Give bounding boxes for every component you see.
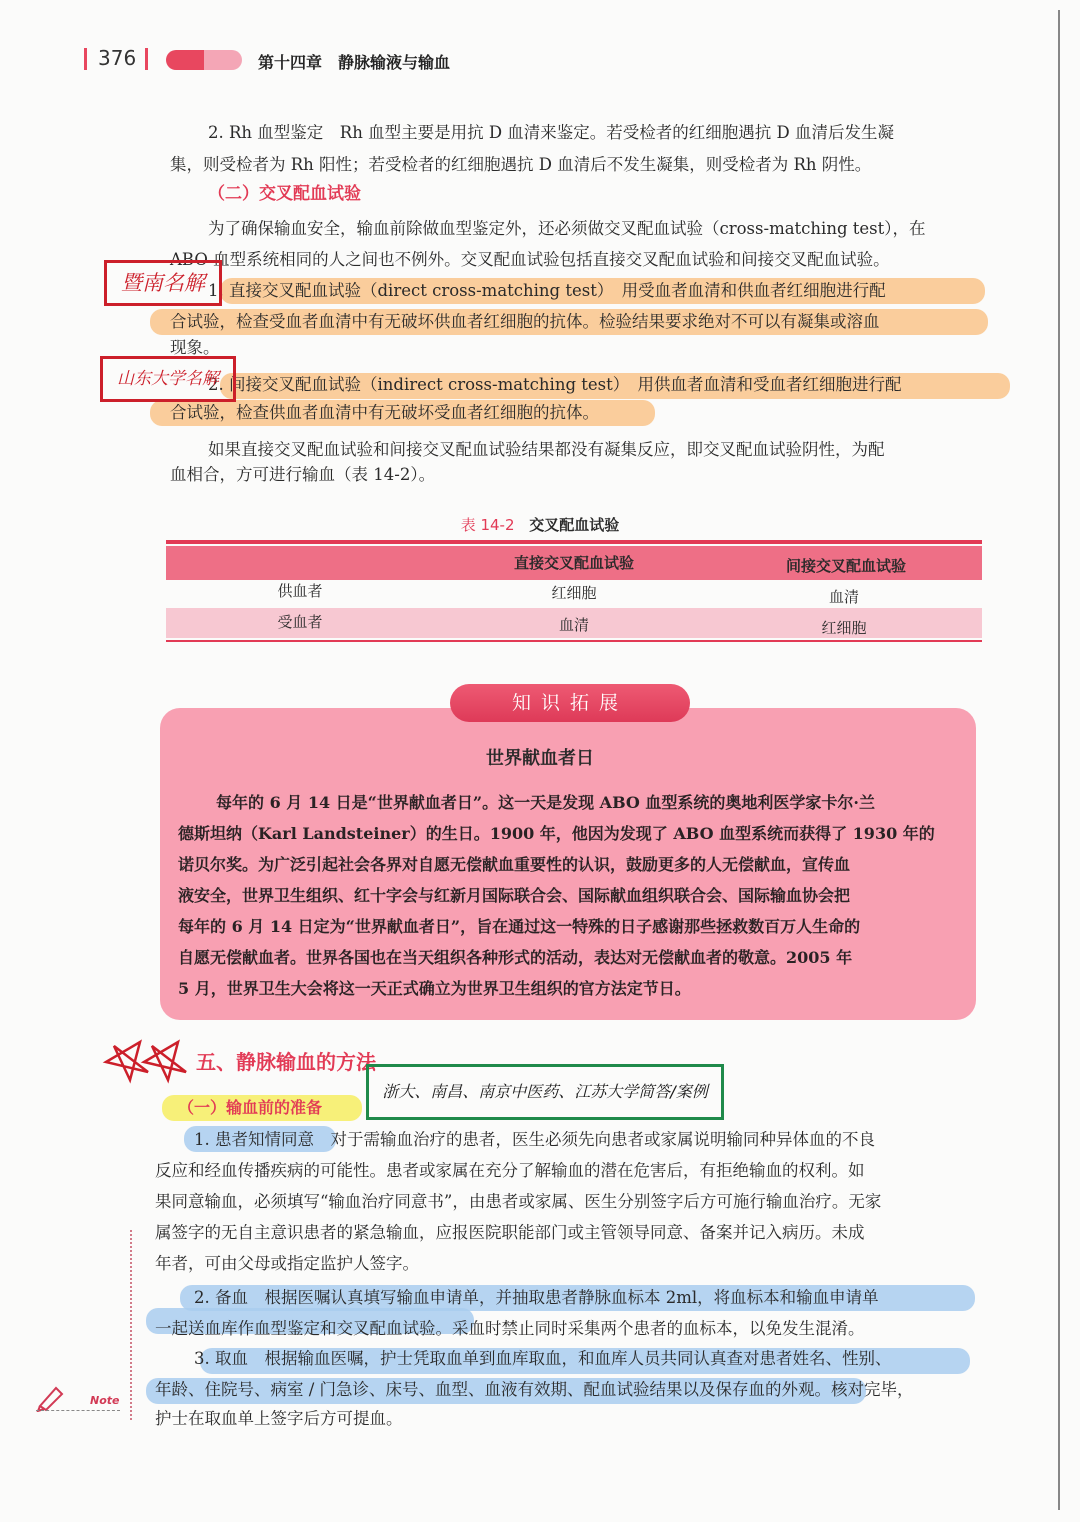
table-cell: 血清 <box>558 616 589 634</box>
note-underline <box>36 1410 120 1411</box>
knowledge-line: 每年的 6 月 14 日定为“世界献血者日”，旨在通过这一特殊的日子感谢那些拯救数百万人生命的 <box>178 917 861 936</box>
knowledge-label: 知识拓展 <box>450 684 690 722</box>
consent-line: 果同意输血，必须填写“输血治疗同意书”，由患者或家属、医生分别签字后方可施行输血治疗。无家 <box>155 1192 882 1211</box>
consent-line: 1. 患者知情同意 对于需输血治疗的患者，医生必须先向患者或家属说明输同种异体血的不良 <box>194 1130 875 1149</box>
fetch-line: 护士在取血单上签字后方可提血。 <box>155 1409 403 1428</box>
consent-line: 属签字的无自主意识患者的紧急输血，应报医院职能部门或主管领导同意、备案并记入病历。未成 <box>155 1223 865 1242</box>
cross-paragraph-line-2: ABO 血型系统相同的人之间也不例外。交叉配血试验包括直接交叉配血试验和间接交叉配血试验。 <box>170 250 890 269</box>
knowledge-line: 5 月，世界卫生大会将这一天正式确立为世界卫生组织的官方法定节日。 <box>178 979 691 998</box>
table-caption-number: 表 14-2 <box>460 516 515 534</box>
table-caption-title: 交叉配血试验 <box>529 516 620 534</box>
table-header-cell: 直接交叉配血试验 <box>513 554 634 572</box>
prepare-line: 一起送血库作血型鉴定和交叉配血试验。采血时禁止同时采集两个患者的血标本，以免发生混淆。 <box>155 1319 865 1338</box>
knowledge-line: 每年的 6 月 14 日是“世界献血者日”。这一天是发现 ABO 血型系统的奥地利医学家卡尔·兰 <box>216 793 875 812</box>
note-label: Note <box>90 1394 120 1407</box>
chapter-title: 第十四章 静脉输液与输血 <box>258 53 451 72</box>
note-margin-dotted-line <box>130 1230 132 1420</box>
page-edge-shadow <box>1058 10 1060 1510</box>
consent-line: 年者，可由父母或指定监护人签字。 <box>155 1254 419 1273</box>
direct-test-line-3: 现象。 <box>170 338 220 357</box>
indirect-test-line-1: 2. 间接交叉配血试验（indirect cross-matching test） 用供血者血清和受血者红细胞进行配 <box>208 375 902 394</box>
table-top-rule <box>166 540 982 544</box>
table-header-cell: 间接交叉配血试验 <box>785 557 906 575</box>
handwritten-star-mark-icon <box>100 1032 190 1088</box>
header-decoration <box>166 50 242 70</box>
handwritten-note-box-2: 山东大学名解 <box>100 356 236 402</box>
section-heading: 五、静脉输血的方法 <box>196 1050 376 1074</box>
page-number: 376 <box>98 46 137 70</box>
rh-paragraph-line-2: 集，则受检者为 Rh 阳性；若受检者的红细胞遇抗 D 血清后不发生凝集，则受检者为 Rh 阴性。 <box>170 155 872 174</box>
knowledge-line: 德斯坦纳（Karl Landsteiner）的生日。1900 年，他因为发现了 ABO 血型系统而获得了 1930 年的 <box>178 824 935 843</box>
prepare-line: 2. 备血 根据医嘱认真填写输血申请单，并抽取患者静脉血标本 2ml，将血标本和输血申请单 <box>194 1288 879 1307</box>
header-divider-right <box>145 48 148 70</box>
fetch-line: 年龄、住院号、病室 / 门急诊、床号、血型、血液有效期、配血试验结果以及保存血的外观。核对完毕， <box>155 1380 914 1399</box>
cross-paragraph-line-1: 为了确保输血安全，输血前除做血型鉴定外，还必须做交叉配血试验（cross-matching test），在 <box>208 219 926 238</box>
table-cell: 红细胞 <box>821 619 867 637</box>
cross-match-heading: （二）交叉配血试验 <box>208 184 361 204</box>
table-bottom-rule <box>166 640 982 642</box>
conclusion-line-1: 如果直接交叉配血试验和间接交叉配血试验结果都没有凝集反应，即交叉配血试验阴性，为配 <box>208 440 885 459</box>
table-cell: 红细胞 <box>551 584 597 602</box>
table-cell: 供血者 <box>277 582 323 600</box>
consent-line: 反应和经血传播疾病的可能性。患者或家属在充分了解输血的潜在危害后，有拒绝输血的权利。如 <box>155 1161 865 1180</box>
table-cell: 血清 <box>828 588 859 606</box>
conclusion-line-2: 血相合，方可进行输血（表 14-2）。 <box>170 465 436 484</box>
indirect-test-line-2: 合试验，检查供血者血清中有无破坏受血者红细胞的抗体。 <box>170 403 599 422</box>
direct-test-line-1: 1. 直接交叉配血试验（direct cross-matching test） 用受血者血清和供血者红细胞进行配 <box>208 281 886 300</box>
knowledge-line: 诺贝尔奖。为广泛引起社会各界对自愿无偿献血重要性的认识，鼓励更多的人无偿献血，宣传血 <box>178 855 851 874</box>
knowledge-line: 自愿无偿献血者。世界各国也在当天组织各种形式的活动，表达对无偿献血者的敬意。2005 年 <box>178 948 853 967</box>
sub-heading: （一）输血前的准备 <box>178 1098 323 1117</box>
rh-paragraph-line-1: 2. Rh 血型鉴定 Rh 血型主要是用抗 D 血清来鉴定。若受检者的红细胞遇抗 D 血清后发生凝 <box>208 123 895 142</box>
header-divider-left <box>84 48 87 70</box>
handwritten-note-box-3: 浙大、南昌、南京中医药、江苏大学简答/案例 <box>366 1064 724 1120</box>
knowledge-line: 液安全，世界卫生组织、红十字会与红新月国际联合会、国际献血组织联合会、国际输血协会把 <box>178 886 851 905</box>
table-caption <box>0 514 1080 535</box>
pencil-icon <box>36 1382 66 1412</box>
handwritten-note-box-1: 暨南名解 <box>104 260 222 306</box>
fetch-line: 3. 取血 根据输血医嘱，护士凭取血单到血库取血，和血库人员共同认真查对患者姓名、性别、 <box>194 1349 892 1368</box>
knowledge-title: 世界献血者日 <box>486 748 594 769</box>
table-cell: 受血者 <box>277 613 323 631</box>
direct-test-line-2: 合试验，检查受血者血清中有无破坏供血者红细胞的抗体。检验结果要求绝对不可以有凝集或溶血 <box>170 312 880 331</box>
